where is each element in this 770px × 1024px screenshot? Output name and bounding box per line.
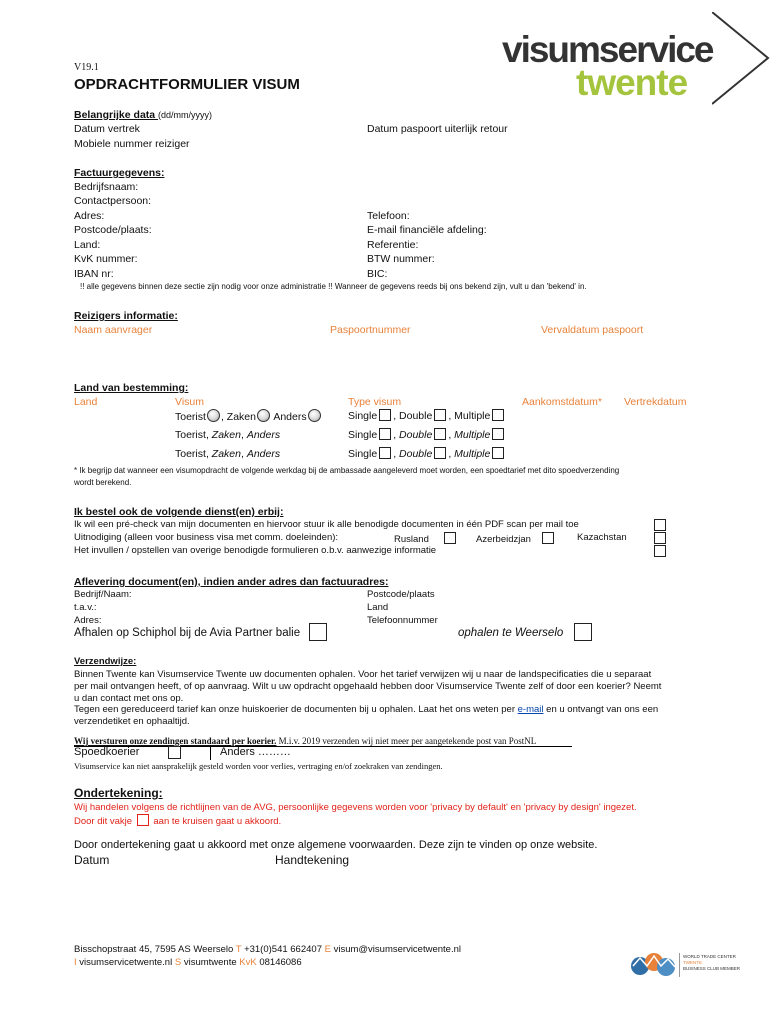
applicant-name-label: Naam aanvrager <box>74 324 153 336</box>
delivery-postcode-label: Postcode/plaats <box>367 589 435 600</box>
col-return-label: Vertrekdatum <box>624 396 687 408</box>
checkbox-multiple[interactable] <box>492 428 504 440</box>
liability-text: Visumservice kan niet aansprakelijk gesteld worden voor verlies, vertraging en/of zoekraken van zendingen. <box>74 761 443 771</box>
shipping-text-3: u dan contact met ons op. <box>74 693 184 704</box>
visa-row-1: Toerist , Zaken Anders <box>175 409 322 424</box>
radio-toerist[interactable] <box>207 409 220 422</box>
delivery-phone-label: Telefoonnummer <box>367 615 438 626</box>
footer-line-1: Bisschopstraat 45, 7595 AS Weerselo T +31(0)541 662407 E visum@visumservicetwente.nl <box>74 944 461 955</box>
checkbox-double[interactable] <box>434 447 446 459</box>
passport-expiry-label: Vervaldatum paspoort <box>541 324 644 336</box>
checkbox-multiple[interactable] <box>492 447 504 459</box>
footer-email[interactable]: visum@visumservicetwente.nl <box>333 944 461 955</box>
service-forms-label: Het invullen / opstellen van overige benodigde formulieren o.b.v. aanwezige informatie <box>74 545 437 556</box>
important-heading: Belangrijke data (dd/mm/yyyy) <box>74 109 213 121</box>
departure-date-label: Datum vertrek <box>74 123 140 135</box>
checkbox-double[interactable] <box>434 409 446 421</box>
service-invitation-label: Uitnodiging (alleen voor business visa met comm. doeleinden): <box>74 532 339 543</box>
shipping-heading: Verzendwijze: <box>74 656 137 667</box>
country-label: Land: <box>74 239 101 251</box>
type-row-2: Single , Double , Multiple <box>348 428 506 442</box>
shipping-text-1: Binnen Twente kan Visumservice Twente uw documenten ophalen. Voor het tarief verwijzen wij u naar de landspecificaties die u separaat <box>74 669 652 680</box>
radio-anders[interactable] <box>308 409 321 422</box>
traveler-phone-label: Mobiele nummer reiziger <box>74 138 190 150</box>
col-arrival-label: Aankomstdatum* <box>522 396 602 408</box>
delivery-country-label: Land <box>367 602 389 613</box>
version-label: V19.1 <box>74 62 99 73</box>
signature-label: Handtekening <box>275 853 350 867</box>
checkbox-rusland[interactable] <box>444 532 456 544</box>
express-note: * Ik begrijp dat wanneer een visumopdracht de volgende werkdag bij de ambassade aangeleverd moet worden, een spoedtarief met dito spoedverzending <box>74 466 620 475</box>
passport-number-label: Paspoortnummer <box>330 324 411 336</box>
delivery-address-label: Adres: <box>74 615 102 626</box>
services-heading: Ik bestel ook de volgende dienst(en) erbij: <box>74 506 284 518</box>
checkbox-invitation[interactable] <box>654 532 666 544</box>
checkbox-azerbeidzjan[interactable] <box>542 532 554 544</box>
radio-zaken[interactable] <box>257 409 270 422</box>
schiphol-pickup-label: Afhalen op Schiphol bij de Avia Partner balie <box>74 627 301 639</box>
wtc-logo-icon <box>628 950 680 980</box>
type-row-1: Single , Double , Multiple <box>348 409 506 423</box>
shipping-text-5: verzendetiket en ophaaltijd. <box>74 716 190 727</box>
visa-row-3: Toerist, Zaken, Anders <box>175 448 281 460</box>
invitation-rusland: Rusland <box>394 532 458 545</box>
passport-return-label: Datum paspoort uiterlijk retour <box>367 123 508 135</box>
col-land-label: Land <box>74 396 98 408</box>
avg-agree-text: Door dit vakje aan te kruisen gaat u akkoord. <box>74 816 282 827</box>
bic-label: BIC: <box>367 268 388 280</box>
divider <box>210 746 211 760</box>
checkbox-precheck[interactable] <box>654 519 666 531</box>
page-title: OPDRACHTFORMULIER VISUM <box>74 76 300 93</box>
footer-website[interactable]: visumservicetwente.nl <box>79 957 173 968</box>
logo-word-visumservice: visumservice <box>502 29 713 70</box>
weerselo-pickup-label: ophalen te Weerselo <box>458 627 564 639</box>
col-type-label: Type visum <box>348 396 402 408</box>
shipping-text-4: Tegen een gereduceerd tarief kan onze huiskoerier de documenten bij u ophalen. Laat het ons weten per e-mail en u ontvangt van ons een <box>74 704 659 715</box>
checkbox-avg[interactable] <box>137 814 149 826</box>
express-note-2: wordt berekend. <box>74 478 132 487</box>
delivery-name-label: Bedrijf/Naam: <box>74 589 132 600</box>
kvk-label: KvK nummer: <box>74 253 138 265</box>
checkbox-multiple[interactable] <box>492 409 504 421</box>
delivery-tav-label: t.a.v.: <box>74 602 97 613</box>
col-visum-label: Visum <box>175 396 204 408</box>
company-label: Bedrijfsnaam: <box>74 181 139 193</box>
invoice-note: !! alle gegevens binnen deze sectie zijn nodig voor onze administratie !! Wanneer de gegevens reeds bij ons bekend zijn, vult u dan 'bekend' in. <box>80 282 587 291</box>
reference-label: Referentie: <box>367 239 419 251</box>
date-label: Datum <box>74 853 110 867</box>
contact-label: Contactpersoon: <box>74 195 152 207</box>
invitation-kazachstan: Kazachstan <box>577 532 627 543</box>
wtc-text: WORLD TRADE CENTER TWENTE BUSINESS CLUB MEMBER <box>683 954 741 971</box>
checkbox-weerselo[interactable] <box>574 623 592 641</box>
email-link[interactable]: e-mail <box>517 704 544 715</box>
wtc-badge <box>628 950 741 980</box>
divider <box>679 953 680 977</box>
checkbox-single[interactable] <box>379 447 391 459</box>
anders-label: Anders ……… <box>220 746 291 758</box>
shipping-text-2: per mail ontvangen heeft, of op aanvraag. Wilt u uw opdracht opgehaald hebben door Visumservice Twente zelf of door een koerier? Neemt <box>74 681 662 692</box>
avg-text: Wij handelen volgens de richtlijnen van de AVG, persoonlijke gegevens worden voor 'privacy by default' en 'privacy by design' ingezet. <box>74 802 637 813</box>
visa-row-2: Toerist, Zaken, Anders <box>175 429 281 441</box>
checkbox-double[interactable] <box>434 428 446 440</box>
shipping-standard: Wij versturen onze zendingen standaard per koerier. M.i.v. 2019 verzenden wij niet meer per aangetekende post van PostNL <box>74 736 537 746</box>
email-finance-label: E-mail financiële afdeling: <box>367 224 487 236</box>
delivery-heading: Aflevering document(en), indien ander adres dan factuuradres: <box>74 576 389 588</box>
iban-label: IBAN nr: <box>74 268 114 280</box>
postcode-label: Postcode/plaats: <box>74 224 152 236</box>
signature-heading: Ondertekening: <box>74 786 163 800</box>
logo-word-twente: twente <box>576 62 688 103</box>
spoedkoerier-label: Spoedkoerier <box>74 746 140 758</box>
service-precheck-label: Ik wil een pré-check van mijn documenten en hiervoor stuur ik alle benodigde documenten in één PDF scan per mail toe <box>74 519 579 530</box>
checkbox-single[interactable] <box>379 409 391 421</box>
telephone-label: Telefoon: <box>367 210 410 222</box>
logo-chevron-icon <box>712 12 770 152</box>
address-label: Adres: <box>74 210 105 222</box>
divider <box>74 746 572 747</box>
footer-line-2: I visumservicetwente.nl S visumtwente KvK 08146086 <box>74 957 302 968</box>
checkbox-single[interactable] <box>379 428 391 440</box>
destination-heading: Land van bestemming: <box>74 382 189 394</box>
logo <box>502 30 770 110</box>
travelers-heading: Reizigers informatie: <box>74 310 178 322</box>
checkbox-forms[interactable] <box>654 545 666 557</box>
invoice-heading: Factuurgegevens: <box>74 167 165 179</box>
checkbox-spoedkoerier[interactable] <box>168 746 181 759</box>
invitation-azerbeidzjan: Azerbeidzjan <box>476 532 556 545</box>
type-row-3: Single , Double , Multiple <box>348 447 506 461</box>
btw-label: BTW nummer: <box>367 253 435 265</box>
terms-text: Door ondertekening gaat u akkoord met onze algemene voorwaarden. Deze zijn te vinden op onze website. <box>74 839 598 851</box>
checkbox-schiphol[interactable] <box>309 623 327 641</box>
